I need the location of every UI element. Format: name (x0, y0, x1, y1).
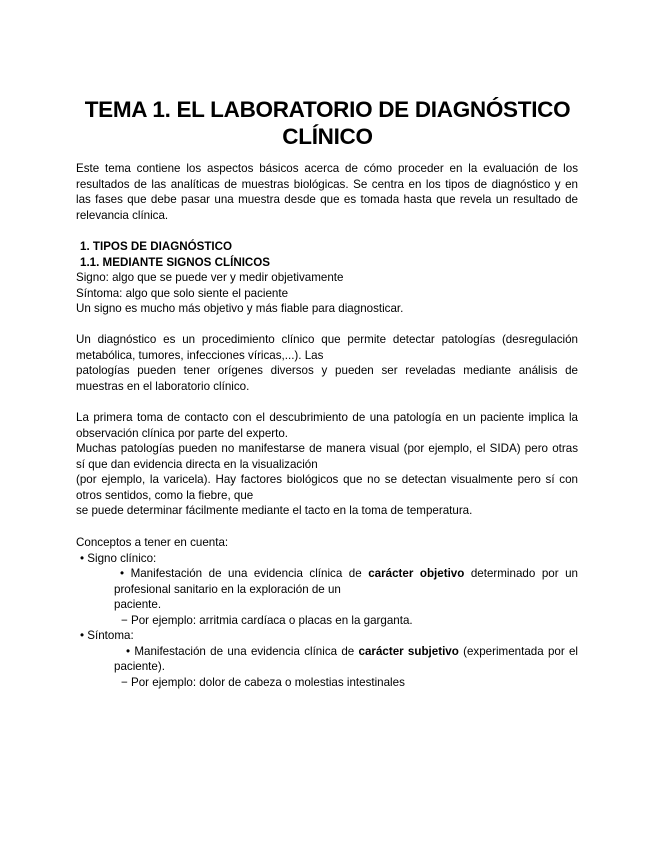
intro-line: Este tema contiene los aspectos básicos acerca de cómo proceder en la evaluación de los (76, 162, 578, 175)
intro-line: resultados de las analíticas de muestras biológicas. Se centra en los tipos de diagnóstico y en (76, 177, 578, 191)
signo-label: • Signo clínico: (80, 551, 157, 565)
paragraph-line: metabólica, tumores, infecciones víricas,...). Las (76, 348, 324, 362)
section-1 (76, 239, 578, 317)
paragraph-line: otros sentidos, como la fiebre, que (76, 488, 254, 502)
page-title (60, 96, 595, 150)
signo-bullet-cont: profesional sanitario en la exploración de un (114, 582, 341, 596)
signo-bullet-cont: paciente. (114, 598, 162, 611)
paragraph-line: sí que dan evidencia directa en la visualización (76, 457, 318, 471)
paragraph-line: Muchas patologías pueden no manifestarse de manera visual (por ejemplo, el SIDA) pero otras (76, 442, 578, 455)
section-heading: 1. TIPOS DE DIAGNÓSTICO (80, 240, 233, 253)
concepts-intro: Conceptos a tener en cuenta: (76, 536, 229, 549)
diagnosis-paragraph (76, 332, 578, 394)
intro-line: relevancia clínica. (76, 208, 169, 222)
title-line-2: CLÍNICO (282, 124, 373, 149)
sintoma-label: • Síntoma: (80, 629, 134, 642)
sintoma-bullet: • Manifestación de una evidencia clínica de carácter subjetivo (experimentada por el (126, 644, 578, 658)
observation-paragraph (76, 410, 578, 519)
signo-example: − Por ejemplo: arritmia cardíaca o placas en la garganta. (121, 613, 413, 627)
paragraph-line: observación clínica por parte del experto. (76, 426, 289, 440)
sintoma-bold-term: carácter subjetivo (358, 644, 459, 658)
paragraph-line: se puede determinar fácilmente mediante el tacto en la toma de temperatura. (76, 504, 473, 517)
concepts-list (76, 535, 578, 690)
paragraph-line: Un diagnóstico es un procedimiento clínico que permite detectar patologías (desregulación (76, 333, 578, 346)
intro-paragraph (76, 161, 578, 223)
section-subheading: 1.1. MEDIANTE SIGNOS CLÍNICOS (80, 255, 271, 269)
definition-line: Síntoma: algo que solo siente el paciente (76, 286, 289, 300)
paragraph-line: patologías pueden tener orígenes diversos y pueden ser reveladas mediante análisis de (76, 364, 578, 377)
paragraph-line: (por ejemplo, la varicela). Hay factores biológicos que no se detectan visualmente pero sí con (76, 473, 578, 486)
definition-line: Signo: algo que se puede ver y medir objetivamente (76, 271, 344, 284)
signo-bold-term: carácter objetivo (368, 567, 465, 580)
intro-line: las fases que debe pasar una muestra desde que es tomada hasta que revela un resultado de (76, 193, 578, 206)
definition-line: Un signo es mucho más objetivo y más fiable para diagnosticar. (76, 302, 404, 315)
sintoma-example: − Por ejemplo: dolor de cabeza o molestias intestinales (121, 675, 405, 689)
signo-bullet: • Manifestación de una evidencia clínica de carácter objetivo determinado por un (120, 567, 578, 580)
paragraph-line: La primera toma de contacto con el descubrimiento de una patología en un paciente implica la (76, 411, 578, 424)
sintoma-bullet-cont: paciente). (114, 660, 165, 673)
paragraph-line: muestras en el laboratorio clínico. (76, 379, 250, 393)
title-line-1: TEMA 1. EL LABORATORIO DE DIAGNÓSTICO (84, 97, 571, 122)
